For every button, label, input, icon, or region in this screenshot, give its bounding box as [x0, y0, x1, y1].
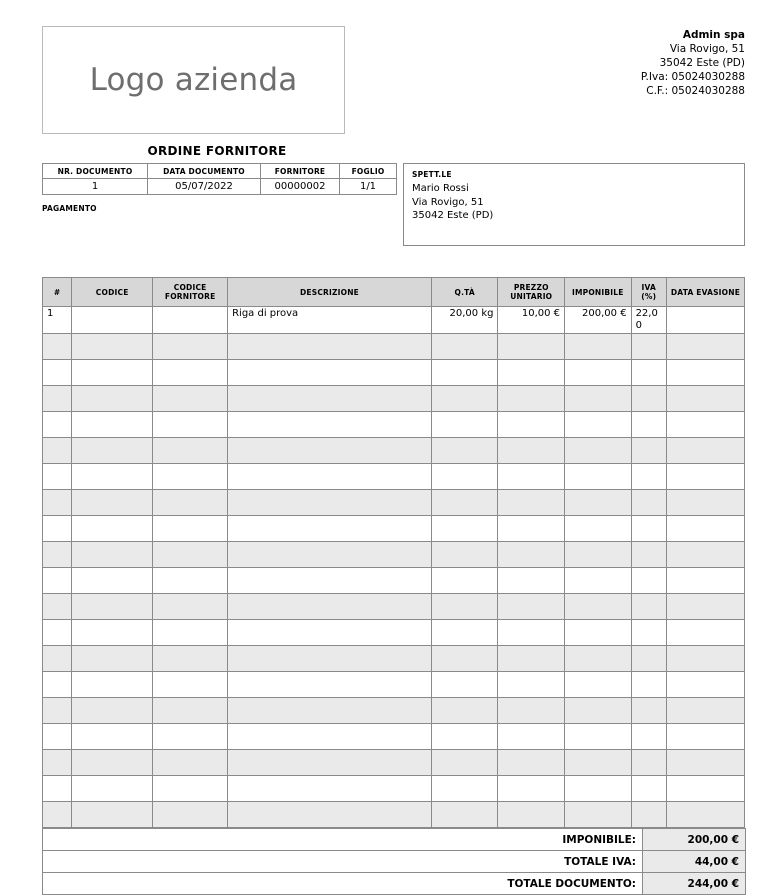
cell-index: 1	[43, 307, 72, 334]
cell-empty	[498, 490, 565, 516]
table-row-empty[interactable]	[43, 542, 745, 568]
document-page	[42, 0, 745, 895]
cell-qta: 20,00 kg	[431, 307, 498, 334]
cell-empty	[153, 360, 228, 386]
cell-empty	[666, 776, 744, 802]
cell-empty	[565, 750, 632, 776]
cell-empty	[72, 334, 153, 360]
table-row-empty[interactable]	[43, 334, 745, 360]
cell-empty	[228, 802, 432, 828]
meta-label-data-documento: DATA DOCUMENTO	[148, 164, 261, 179]
table-row-empty[interactable]	[43, 464, 745, 490]
cell-empty	[228, 516, 432, 542]
cell-empty	[498, 334, 565, 360]
cell-empty	[631, 646, 666, 672]
cell-empty	[431, 490, 498, 516]
cell-empty	[228, 464, 432, 490]
cell-empty	[631, 724, 666, 750]
cell-empty	[72, 386, 153, 412]
company-name: Admin spa	[682, 29, 745, 41]
items-table	[42, 277, 745, 828]
cell-empty	[153, 438, 228, 464]
cell-empty	[498, 646, 565, 672]
cell-empty	[72, 594, 153, 620]
cell-empty	[228, 438, 432, 464]
cell-empty	[72, 568, 153, 594]
cell-empty	[565, 568, 632, 594]
cell-empty	[43, 412, 72, 438]
cell-empty	[153, 620, 228, 646]
cell-empty	[431, 724, 498, 750]
cell-empty	[431, 672, 498, 698]
cell-empty	[153, 490, 228, 516]
meta-label-foglio: FOGLIO	[340, 164, 397, 179]
cell-empty	[153, 412, 228, 438]
cell-empty	[43, 490, 72, 516]
cell-empty	[631, 776, 666, 802]
cell-empty	[43, 698, 72, 724]
cell-empty	[666, 620, 744, 646]
column-header-codice-fornitore: CODICE FORNITORE	[153, 278, 228, 307]
cell-empty	[72, 802, 153, 828]
cell-empty	[72, 490, 153, 516]
document-meta-section	[42, 163, 745, 253]
cell-empty	[43, 646, 72, 672]
meta-value-foglio: 1/1	[340, 179, 397, 195]
table-row-empty[interactable]	[43, 568, 745, 594]
cell-empty	[631, 802, 666, 828]
cell-empty	[43, 386, 72, 412]
table-row-empty[interactable]	[43, 802, 745, 828]
cell-empty	[72, 646, 153, 672]
cell-codice-fornitore	[153, 307, 228, 334]
column-header-index: #	[43, 278, 72, 307]
cell-empty	[431, 620, 498, 646]
cell-empty	[43, 360, 72, 386]
cell-empty	[498, 360, 565, 386]
cell-empty	[43, 568, 72, 594]
cell-empty	[431, 646, 498, 672]
cell-empty	[431, 542, 498, 568]
meta-value-nr-documento: 1	[43, 179, 148, 195]
meta-labels-row	[43, 164, 397, 179]
cell-empty	[565, 646, 632, 672]
totals-label-totale-iva: TOTALE IVA:	[43, 851, 643, 873]
cell-empty	[498, 672, 565, 698]
cell-empty	[565, 438, 632, 464]
cell-empty	[43, 464, 72, 490]
cell-empty	[228, 724, 432, 750]
company-vat: P.Iva: 05024030288	[640, 71, 745, 83]
column-header-prezzo-unitario: PREZZO UNITARIO	[498, 278, 565, 307]
cell-empty	[666, 568, 744, 594]
cell-empty	[498, 542, 565, 568]
cell-empty	[431, 438, 498, 464]
totals-label-totale-documento: TOTALE DOCUMENTO:	[43, 873, 643, 895]
cell-empty	[72, 360, 153, 386]
cell-descrizione: Riga di prova	[228, 307, 432, 334]
table-row-empty[interactable]	[43, 776, 745, 802]
cell-empty	[498, 802, 565, 828]
cell-empty	[153, 776, 228, 802]
cell-empty	[43, 750, 72, 776]
cell-empty	[431, 594, 498, 620]
cell-empty	[153, 672, 228, 698]
cell-empty	[666, 698, 744, 724]
cell-empty	[666, 516, 744, 542]
cell-empty	[498, 698, 565, 724]
company-fiscal-code: C.F.: 05024030288	[646, 85, 745, 97]
company-logo-placeholder	[42, 26, 345, 134]
items-section	[42, 277, 745, 895]
cell-empty	[498, 516, 565, 542]
meta-value-fornitore: 00000002	[261, 179, 340, 195]
cell-empty	[431, 698, 498, 724]
cell-empty	[631, 568, 666, 594]
cell-empty	[565, 490, 632, 516]
cell-empty	[631, 360, 666, 386]
cell-empty	[153, 802, 228, 828]
column-header-data-evasione: DATA EVASIONE	[666, 278, 744, 307]
cell-empty	[666, 360, 744, 386]
cell-empty	[565, 672, 632, 698]
cell-empty	[153, 516, 228, 542]
cell-empty	[431, 386, 498, 412]
cell-empty	[498, 620, 565, 646]
meta-value-data-documento: 05/07/2022	[148, 179, 261, 195]
cell-empty	[43, 438, 72, 464]
cell-empty	[153, 542, 228, 568]
cell-empty	[565, 724, 632, 750]
table-row-empty[interactable]	[43, 386, 745, 412]
table-row-empty[interactable]	[43, 620, 745, 646]
recipient-box	[403, 163, 745, 246]
cell-empty	[72, 412, 153, 438]
meta-label-fornitore: FORNITORE	[261, 164, 340, 179]
cell-empty	[498, 568, 565, 594]
cell-empty	[666, 802, 744, 828]
table-row-empty[interactable]	[43, 646, 745, 672]
cell-empty	[72, 464, 153, 490]
table-row-empty[interactable]	[43, 594, 745, 620]
cell-empty	[72, 542, 153, 568]
cell-imponibile: 200,00 €	[565, 307, 632, 334]
payment-label: PAGAMENTO	[42, 204, 97, 213]
table-row-empty[interactable]	[43, 490, 745, 516]
cell-empty	[228, 568, 432, 594]
cell-empty	[153, 646, 228, 672]
column-header-codice: CODICE	[72, 278, 153, 307]
cell-data-evasione	[666, 307, 744, 334]
cell-codice	[72, 307, 153, 334]
cell-empty	[631, 438, 666, 464]
company-city: 35042 Este (PD)	[659, 57, 745, 69]
cell-empty	[153, 698, 228, 724]
cell-empty	[228, 542, 432, 568]
cell-empty	[565, 516, 632, 542]
cell-empty	[666, 386, 744, 412]
cell-empty	[565, 620, 632, 646]
cell-empty	[565, 464, 632, 490]
column-header-descrizione: DESCRIZIONE	[228, 278, 432, 307]
cell-empty	[43, 516, 72, 542]
cell-empty	[631, 620, 666, 646]
recipient-line-1: Mario Rossi	[412, 183, 469, 194]
cell-empty	[666, 724, 744, 750]
cell-empty	[666, 646, 744, 672]
cell-empty	[43, 776, 72, 802]
document-header	[42, 26, 745, 138]
cell-empty	[228, 620, 432, 646]
cell-empty	[153, 750, 228, 776]
cell-empty	[72, 776, 153, 802]
totals-row-iva	[43, 851, 746, 873]
cell-empty	[228, 750, 432, 776]
cell-empty	[43, 724, 72, 750]
cell-empty	[666, 542, 744, 568]
recipient-label: SPETT.LE	[412, 170, 452, 179]
cell-empty	[565, 698, 632, 724]
table-row-empty[interactable]	[43, 438, 745, 464]
recipient-line-2: Via Rovigo, 51	[412, 196, 484, 208]
cell-empty	[565, 594, 632, 620]
company-address: Via Rovigo, 51	[669, 43, 745, 55]
meta-values-row	[43, 179, 397, 195]
items-body	[43, 307, 745, 828]
cell-empty	[431, 750, 498, 776]
cell-empty	[431, 776, 498, 802]
cell-empty	[666, 412, 744, 438]
cell-empty	[498, 750, 565, 776]
cell-empty	[431, 360, 498, 386]
cell-empty	[228, 776, 432, 802]
cell-empty	[72, 750, 153, 776]
cell-empty	[498, 438, 565, 464]
cell-empty	[498, 386, 565, 412]
cell-empty	[72, 672, 153, 698]
table-row-empty[interactable]	[43, 516, 745, 542]
cell-empty	[498, 412, 565, 438]
cell-empty	[228, 594, 432, 620]
totals-table	[42, 828, 746, 895]
cell-empty	[498, 594, 565, 620]
totals-row-documento	[43, 873, 746, 895]
cell-empty	[153, 464, 228, 490]
cell-empty	[431, 802, 498, 828]
totals-value-totale-documento: 244,00 €	[643, 873, 746, 895]
cell-empty	[153, 568, 228, 594]
table-row[interactable]	[43, 307, 745, 334]
cell-empty	[228, 672, 432, 698]
items-header-row	[43, 278, 745, 307]
cell-empty	[72, 724, 153, 750]
cell-empty	[43, 594, 72, 620]
cell-empty	[153, 724, 228, 750]
cell-empty	[43, 802, 72, 828]
cell-empty	[631, 542, 666, 568]
cell-empty	[431, 334, 498, 360]
cell-empty	[431, 464, 498, 490]
table-row-empty[interactable]	[43, 672, 745, 698]
meta-label-nr-documento: NR. DOCUMENTO	[43, 164, 148, 179]
cell-empty	[631, 594, 666, 620]
totals-value-imponibile: 200,00 €	[643, 829, 746, 851]
cell-empty	[431, 412, 498, 438]
logo-placeholder-text: Logo azienda	[89, 62, 298, 98]
cell-empty	[228, 490, 432, 516]
cell-empty	[565, 412, 632, 438]
cell-empty	[631, 464, 666, 490]
document-title: ORDINE FORNITORE	[147, 144, 287, 158]
totals-value-totale-iva: 44,00 €	[643, 851, 746, 873]
cell-empty	[43, 334, 72, 360]
cell-empty	[666, 750, 744, 776]
cell-empty	[666, 334, 744, 360]
cell-empty	[631, 386, 666, 412]
company-details	[641, 28, 745, 98]
cell-empty	[631, 412, 666, 438]
cell-empty	[565, 386, 632, 412]
cell-empty	[565, 776, 632, 802]
column-header-imponibile: IMPONIBILE	[565, 278, 632, 307]
cell-empty	[153, 594, 228, 620]
document-meta-table	[42, 163, 397, 195]
column-header-iva: IVA (%)	[631, 278, 666, 307]
column-header-qta: Q.TÀ	[431, 278, 498, 307]
cell-empty	[631, 516, 666, 542]
cell-empty	[565, 802, 632, 828]
cell-empty	[228, 386, 432, 412]
cell-empty	[228, 646, 432, 672]
cell-empty	[72, 516, 153, 542]
table-row-empty[interactable]	[43, 412, 745, 438]
cell-empty	[43, 672, 72, 698]
cell-empty	[565, 360, 632, 386]
table-row-empty[interactable]	[43, 360, 745, 386]
cell-empty	[153, 334, 228, 360]
table-row-empty[interactable]	[43, 724, 745, 750]
table-row-empty[interactable]	[43, 750, 745, 776]
cell-empty	[565, 334, 632, 360]
cell-empty	[498, 464, 565, 490]
cell-empty	[631, 490, 666, 516]
cell-empty	[631, 698, 666, 724]
cell-empty	[498, 776, 565, 802]
cell-prezzo-unitario: 10,00 €	[498, 307, 565, 334]
cell-empty	[631, 750, 666, 776]
cell-empty	[431, 568, 498, 594]
cell-empty	[431, 516, 498, 542]
cell-iva: 22,00	[631, 307, 666, 334]
cell-empty	[228, 334, 432, 360]
cell-empty	[43, 620, 72, 646]
cell-empty	[631, 334, 666, 360]
totals-label-imponibile: IMPONIBILE:	[43, 829, 643, 851]
recipient-line-3: 35042 Este (PD)	[412, 210, 494, 221]
cell-empty	[153, 386, 228, 412]
cell-empty	[631, 672, 666, 698]
cell-empty	[228, 698, 432, 724]
totals-row-imponibile	[43, 829, 746, 851]
cell-empty	[666, 594, 744, 620]
cell-empty	[498, 724, 565, 750]
cell-empty	[228, 360, 432, 386]
cell-empty	[565, 542, 632, 568]
cell-empty	[666, 490, 744, 516]
cell-empty	[43, 542, 72, 568]
cell-empty	[228, 412, 432, 438]
cell-empty	[666, 438, 744, 464]
table-row-empty[interactable]	[43, 698, 745, 724]
cell-empty	[72, 620, 153, 646]
cell-empty	[72, 438, 153, 464]
cell-empty	[666, 464, 744, 490]
cell-empty	[72, 698, 153, 724]
cell-empty	[666, 672, 744, 698]
